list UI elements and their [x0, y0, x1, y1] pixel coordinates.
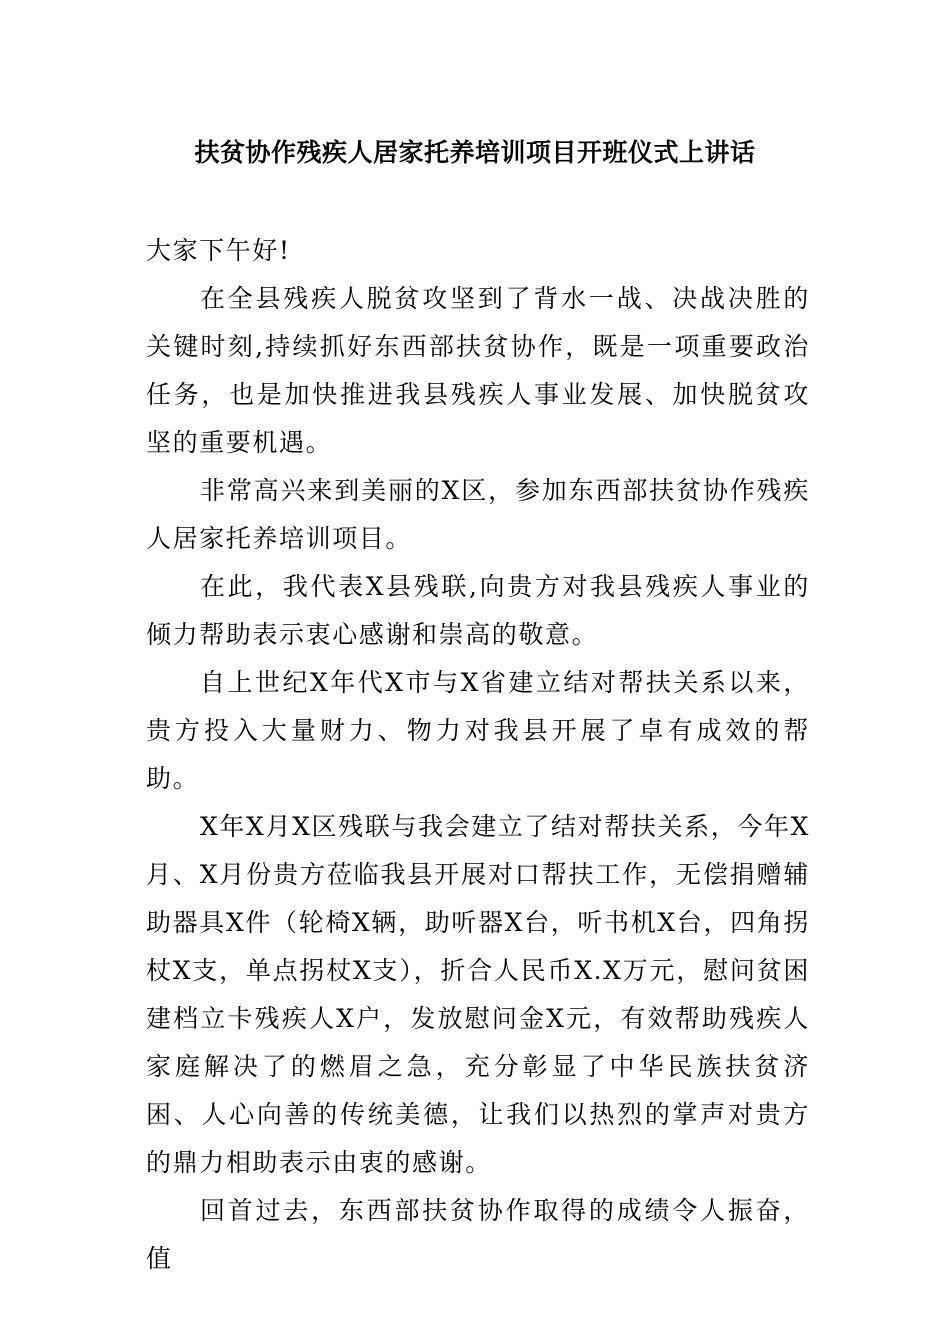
paragraph-5: X年X月X区残联与我会建立了结对帮扶关系，今年X月、X月份贵方莅临我县开展对口帮扶工作，无偿捐赠辅助器具X件（轮椅X辆，助听器X台，听书机X台，四角拐杖X支，单点拐杖X支），折合人民币X.X万元，慰问贫困建档立卡残疾人X户，发放慰问金X元，有效帮助残疾人家庭解决了的燃眉之急，充分彰显了中华民族扶贫济困、人心向善的传统美德，让我们以热烈的掌声对贵方的鼎力相助表示由衷的感谢。 [146, 812, 810, 1177]
document-body [146, 227, 810, 1283]
paragraph-4: 自上世纪X年代X市与X省建立结对帮扶关系以来，贵方投入大量财力、物力对我县开展了卓有成效的帮助。 [146, 668, 810, 793]
paragraph-2: 非常高兴来到美丽的X区，参加东西部扶贫协作残疾人居家托养培训项目。 [146, 476, 810, 553]
document-title: 扶贫协作残疾人居家托养培训项目开班仪式上讲话 [194, 138, 756, 167]
paragraph-3: 在此，我代表X县残联,向贵方对我县残疾人事业的倾力帮助表示衷心感谢和崇高的敬意。 [146, 572, 810, 649]
paragraph-6: 回首过去，东西部扶贫协作取得的成绩令人振奋，值 [146, 1196, 810, 1273]
paragraph-1: 在全县残疾人脱贫攻坚到了背水一战、决战决胜的关键时刻,持续抓好东西部扶贫协作，既是一项重要政治任务，也是加快推进我县残疾人事业发展、加快脱贫攻坚的重要机遇。 [146, 284, 810, 457]
greeting-paragraph: 大家下午好! [146, 236, 291, 265]
